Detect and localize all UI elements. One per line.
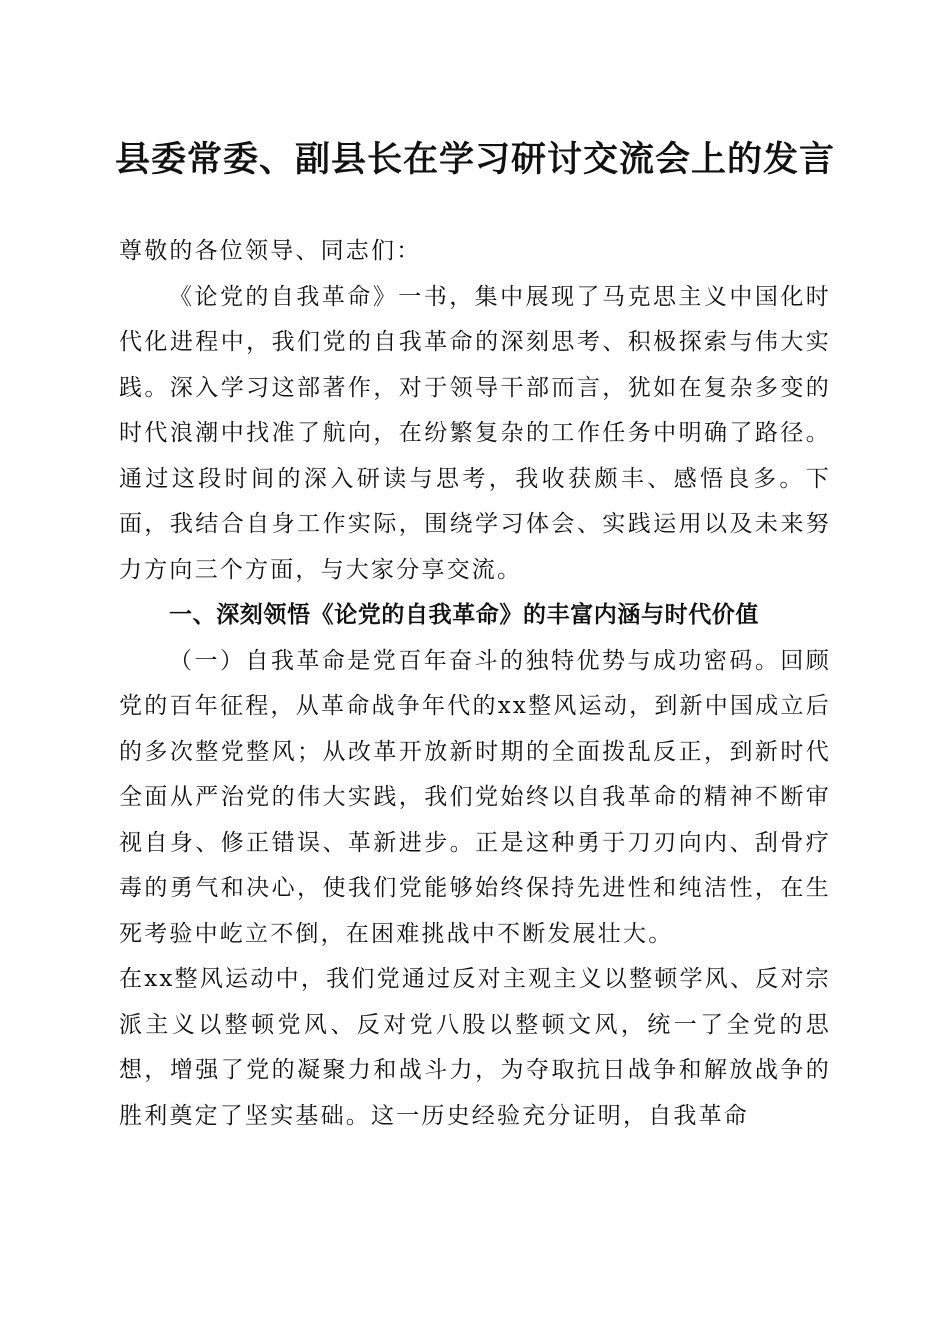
subsection-paragraph <box>119 639 831 958</box>
body-paragraph: 在xx整风运动中，我们党通过反对主观主义以整顿学风、反对宗派主义以整顿党风、反对党八股以整顿文风，统一了全党的思想，增强了党的凝聚力和战斗力，为夺取抗日战争和解放战争的胜利奠定了坚实基础。这一历史经验充分证明，自我革命 <box>119 966 831 1129</box>
document-title: 县委常委、副县长在学习研讨交流会上的发言 <box>114 139 835 180</box>
subsection-heading: （一）自我革命是党百年奋斗的独特优势与成功密码。 <box>169 647 781 674</box>
subsection-body: 回顾党的百年征程，从革命战争年代的xx整风运动，到新中国成立后的多次整党整风；从改革开放新时期的全面拨乱反正，到新时代全面从严治党的伟大实践，我们党始终以自我革命的精神不断审视自身、修正错误、革新进步。正是这种勇于刀刃向内、刮骨疗毒的勇气和决心，使我们党能够始终保持先进性和纯洁性，在生死考验中屹立不倒，在困难挑战中不断发展壮大。 <box>119 647 831 947</box>
document-body <box>119 229 831 1139</box>
salutation: 尊敬的各位领导、同志们： <box>119 238 422 264</box>
section-heading: 一、深刻领悟《论党的自我革命》的丰富内涵与时代价值 <box>169 602 759 628</box>
intro-paragraph: 《论党的自我革命》一书，集中展现了马克思主义中国化时代化进程中，我们党的自我革命的深刻思考、积极探索与伟大实践。深入学习这部著作，对于领导干部而言，犹如在复杂多变的时代浪潮中找准了航向，在纷繁复杂的工作任务中明确了路径。通过这段时间的深入研读与思考，我收获颇丰、感悟良多。下面，我结合自身工作实际，围绕学习体会、实践运用以及未来努力方向三个方面，与大家分享交流。 <box>119 283 831 583</box>
